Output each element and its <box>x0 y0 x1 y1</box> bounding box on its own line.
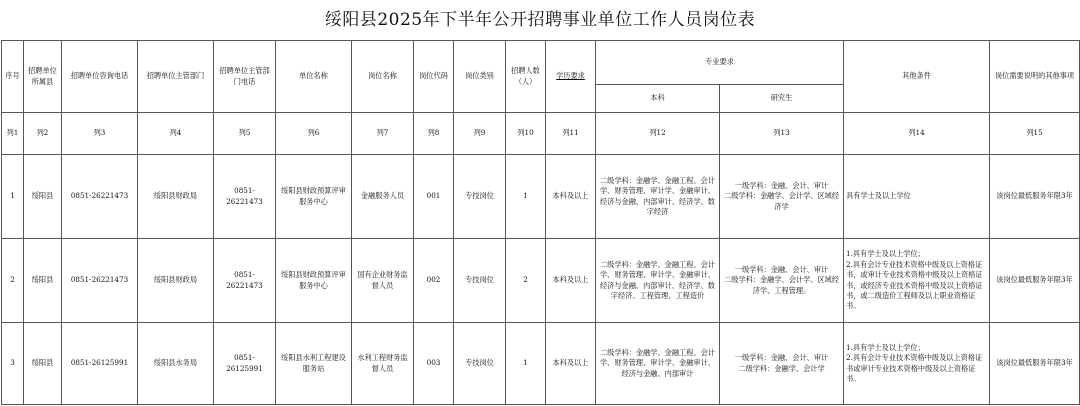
cell-category: 专技岗位 <box>454 323 506 405</box>
header-count: 招聘人数（人） <box>506 41 546 113</box>
header-category: 岗位类别 <box>454 41 506 113</box>
table-row <box>2 323 1080 405</box>
cell-code: 002 <box>414 239 454 323</box>
cell-dept: 绥阳县财政局 <box>138 155 214 239</box>
cell-dept-phone: 0851-26221473 <box>214 155 276 239</box>
cell-other: 1.具有学士及以上学位； 2.具有会计专业技术资格中级及以上资格证书或审计专业技术资格中级及以上资格证书。 <box>844 323 990 405</box>
cell-position: 国有企业财务监督人员 <box>352 239 414 323</box>
col-label: 列9 <box>454 113 506 155</box>
cell-consult-phone: 0851-26125991 <box>62 323 138 405</box>
cell-count: 1 <box>506 155 546 239</box>
page-title: 绥阳县2025年下半年公开招聘事业单位工作人员岗位表 <box>324 10 756 30</box>
table-row <box>2 155 1080 239</box>
cell-dept-phone: 0851-26221473 <box>214 239 276 323</box>
header-postgrad: 研究生 <box>720 85 844 113</box>
cell-position: 金融服务人员 <box>352 155 414 239</box>
cell-education: 本科及以上 <box>546 155 596 239</box>
cell-undergrad: 二级学科：金融学、金融工程、会计学、财务管理、审计学、金融审计、经济与金融、内部审计 <box>596 323 720 405</box>
cell-dept: 绥阳县水务局 <box>138 323 214 405</box>
col-label: 列6 <box>276 113 352 155</box>
col-label: 列2 <box>24 113 62 155</box>
cell-postgrad: 一级学科：金融、会计、审计 二级学科：金融学、会计学、区域经济学、工程管理。 <box>720 239 844 323</box>
cell-county: 绥阳县 <box>24 239 62 323</box>
header-dept: 招聘单位主管部门 <box>138 41 214 113</box>
col-label: 列7 <box>352 113 414 155</box>
col-label: 列3 <box>62 113 138 155</box>
cell-notes: 该岗位最低服务年限3年 <box>990 155 1080 239</box>
col-label: 列5 <box>214 113 276 155</box>
cell-education: 本科及以上 <box>546 239 596 323</box>
column-label-row <box>2 113 1080 155</box>
cell-position: 水利工程财务监督人员 <box>352 323 414 405</box>
table-row <box>2 239 1080 323</box>
cell-other: 具有学士及以上学位 <box>844 155 990 239</box>
cell-county: 绥阳县 <box>24 155 62 239</box>
cell-category: 专技岗位 <box>454 239 506 323</box>
header-unit: 单位名称 <box>276 41 352 113</box>
col-label: 列10 <box>506 113 546 155</box>
col-label: 列8 <box>414 113 454 155</box>
cell-code: 003 <box>414 323 454 405</box>
cell-undergrad: 二级学科：金融学、金融工程、会计学、财务管理、审计学、金融审计、经济与金融、内部审计、经济学、数字经济 <box>596 155 720 239</box>
col-label: 列1 <box>2 113 24 155</box>
header-county: 招聘单位所属县 <box>24 41 62 113</box>
header-major: 专业要求 <box>596 41 844 85</box>
position-table <box>1 40 1080 405</box>
col-label: 列13 <box>720 113 844 155</box>
header-notes: 岗位需要说明的其他事项 <box>990 41 1080 113</box>
header-position: 岗位名称 <box>352 41 414 113</box>
cell-consult-phone: 0851-26221473 <box>62 155 138 239</box>
cell-seq: 3 <box>2 323 24 405</box>
cell-seq: 2 <box>2 239 24 323</box>
cell-unit: 绥阳县财政预算评审服务中心 <box>276 239 352 323</box>
cell-notes: 该岗位最低服务年限3年 <box>990 239 1080 323</box>
cell-unit: 绥阳县财政预算评审服务中心 <box>276 155 352 239</box>
col-label: 列15 <box>990 113 1080 155</box>
header-other: 其他条件 <box>844 41 990 113</box>
cell-code: 001 <box>414 155 454 239</box>
cell-count: 2 <box>506 239 546 323</box>
header-undergrad: 本科 <box>596 85 720 113</box>
cell-category: 专技岗位 <box>454 155 506 239</box>
header-education: 学历要求 <box>546 41 596 113</box>
cell-undergrad: 二级学科：金融学、金融工程、会计学、财务管理、审计学、金融审计、经济与金融、内部审计、经济学、数字经济、工程管理、工程造价 <box>596 239 720 323</box>
col-label: 列11 <box>546 113 596 155</box>
cell-county: 绥阳县 <box>24 323 62 405</box>
cell-education: 本科及以上 <box>546 323 596 405</box>
cell-postgrad: 一级学科：金融、会计、审计 二级学科：金融学、会计学 <box>720 323 844 405</box>
cell-dept-phone: 0851-26125991 <box>214 323 276 405</box>
header-consult-phone: 招聘单位咨询电话 <box>62 41 138 113</box>
col-label: 列14 <box>844 113 990 155</box>
cell-unit: 绥阳县水利工程建设服务站 <box>276 323 352 405</box>
cell-consult-phone: 0851-26221473 <box>62 239 138 323</box>
cell-count: 1 <box>506 323 546 405</box>
cell-notes: 该岗位最低服务年限3年 <box>990 323 1080 405</box>
header-code: 岗位代码 <box>414 41 454 113</box>
cell-postgrad: 一级学科：金融、会计、审计 二级学科：金融学、会计学、区域经济学 <box>720 155 844 239</box>
col-label: 列12 <box>596 113 720 155</box>
cell-dept: 绥阳县财政局 <box>138 239 214 323</box>
cell-other: 1.具有学士及以上学位； 2.具有会计专业技术资格中级及以上资格证书，或审计专业技术资格中级及以上资格证书，或经济专业技术资格中级及以上资格证书，或二级造价工程师及以上职业资格证书。 <box>844 239 990 323</box>
header-seq: 序号 <box>2 41 24 113</box>
header-dept-phone: 招聘单位主管部门电话 <box>214 41 276 113</box>
col-label: 列4 <box>138 113 214 155</box>
cell-seq: 1 <box>2 155 24 239</box>
